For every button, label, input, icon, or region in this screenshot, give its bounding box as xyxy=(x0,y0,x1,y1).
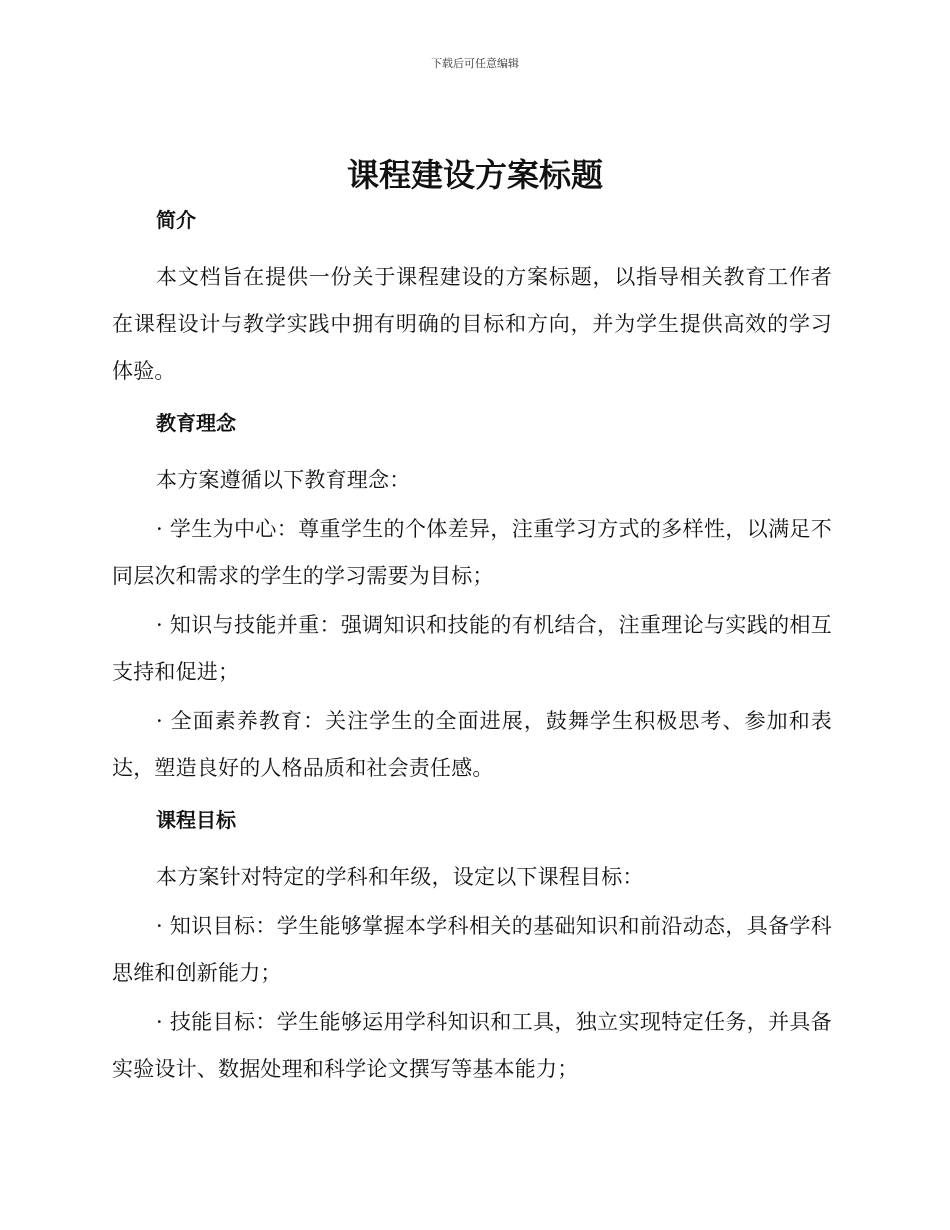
bullet-paragraph: · 知识目标：学生能够掌握本学科相关的基础知识和前沿动态，具备学科思维和创新能力； xyxy=(112,914,832,985)
paragraph: 本方案针对特定的学科和年级，设定以下课程目标： xyxy=(156,865,644,889)
document-title: 课程建设方案标题 xyxy=(346,156,603,194)
section-heading-intro: 简介 xyxy=(156,208,196,232)
header-note: 下载后可任意编辑 xyxy=(431,57,519,70)
bullet-paragraph: · 全面素养教育：关注学生的全面进展，鼓舞学生积极思考、参加和表达，塑造良好的人格品质和社会责任感。 xyxy=(112,709,832,780)
bullet-paragraph: · 学生为中心：尊重学生的个体差异，注重学习方式的多样性，以满足不同层次和需求的学生的学习需要为目标； xyxy=(112,517,832,588)
paragraph: 本方案遵循以下教育理念： xyxy=(156,468,411,492)
section-heading-philosophy: 教育理念 xyxy=(156,411,236,435)
section-heading-goals: 课程目标 xyxy=(156,808,236,832)
paragraph: 本文档旨在提供一份关于课程建设的方案标题，以指导相关教育工作者在课程设计与教学实践中拥有明确的目标和方向，并为学生提供高效的学习体验。 xyxy=(112,265,832,383)
document-body xyxy=(112,204,832,1093)
bullet-paragraph: · 技能目标：学生能够运用学科知识和工具，独立实现特定任务，并具备实验设计、数据处理和科学论文撰写等基本能力； xyxy=(112,1010,832,1081)
bullet-paragraph: · 知识与技能并重：强调知识和技能的有机结合，注重理论与实践的相互支持和促进； xyxy=(112,613,832,684)
